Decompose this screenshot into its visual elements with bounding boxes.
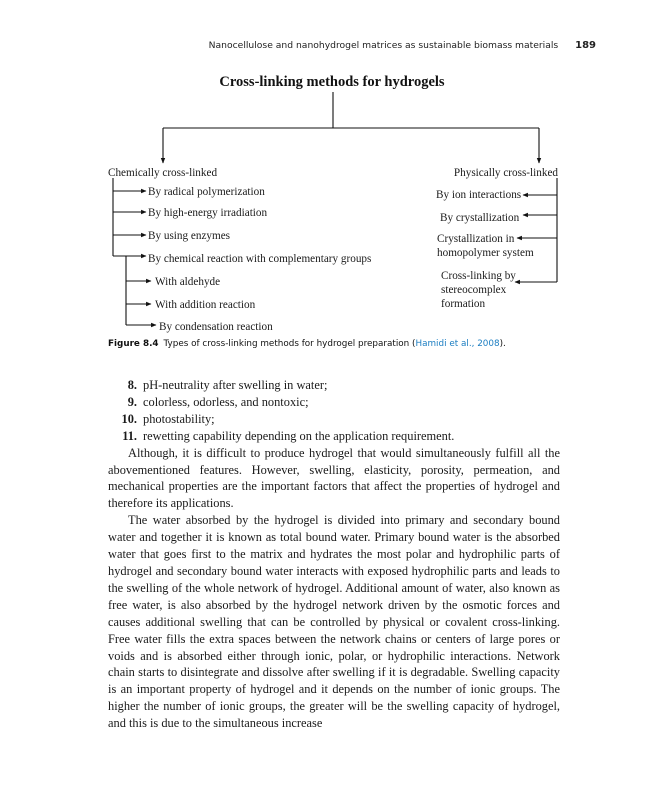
chemical-method: By radical polymerization xyxy=(148,186,265,198)
chemical-method: By high-energy irradiation xyxy=(148,207,268,219)
physical-method: By crystallization xyxy=(440,212,520,224)
paragraph: Although, it is difficult to produce hydrogel that would simultaneously fulfill all the abovementioned features. However, swelling, elasticity, porosity, permeation, and mechanical properties are the important factors that affect the properties of hydrogel and therefore its applications. xyxy=(108,445,560,511)
physical-method: Crystallization in xyxy=(437,233,515,245)
condensation-subtype: With aldehyde xyxy=(155,276,221,288)
list-item xyxy=(108,394,560,411)
physical-method: By ion interactions xyxy=(436,189,522,201)
physical-heading: Physically cross-linked xyxy=(453,167,558,179)
list-item xyxy=(108,377,560,394)
list-text: rewetting capability depending on the application requirement. xyxy=(143,428,455,443)
citation-link[interactable]: Hamidi et al., 2008 xyxy=(415,339,500,349)
chemical-method: By using enzymes xyxy=(148,230,231,242)
list-number: 8. xyxy=(127,378,137,392)
physical-method: Cross-linking by xyxy=(441,270,516,282)
physical-method: stereocomplex xyxy=(441,284,507,296)
list-number: 11. xyxy=(122,428,137,443)
crosslinking-diagram xyxy=(0,0,648,340)
condensation-subtype: By condensation reaction xyxy=(159,321,273,333)
figure-label: Figure 8.4 xyxy=(108,339,159,349)
list-text: pH-neutrality after swelling in water; xyxy=(143,378,328,392)
paragraph: The water absorbed by the hydrogel is divided into primary and secondary bound water and together it is known as total bound water. Primary bound water is the absorbed water that goes first to the matrix and hydrates the most polar and hydrophilic parts of hydrogel and secondary bound water interacts with exposed hydrophilic parts and leads to the swelling of the whole network of hydrogel. Additional amount of water, also known as free water, is also absorbed by the hydrogel network driven by the osmotic forces and causes additional swelling that can be controlled by physical or covalent cross-linking. Free water fills the extra spaces between the network chains or centers of large pores or voids and is absorbed either through ionic, polar, or hydrophilic interactions. Network chain starts to disintegrate and dissolve after swelling if it is degradable. Swelling capacity is an important property of hydrogel and it depends on the number of ionic groups. The higher the number of ionic groups, the greater will be the swelling capacity of hydrogel, and this is due to the simultaneous increase xyxy=(108,513,560,731)
figure-caption xyxy=(108,339,506,349)
physical-method: formation xyxy=(441,298,486,310)
chemical-method: By chemical reaction with complementary groups xyxy=(148,253,372,265)
list-item xyxy=(108,428,560,445)
chemical-heading: Chemically cross-linked xyxy=(108,167,218,179)
list-item xyxy=(108,411,560,428)
caption-end: ). xyxy=(499,339,506,349)
list-text: photostability; xyxy=(143,411,215,426)
list-number: 10. xyxy=(121,411,137,426)
condensation-subtype: With addition reaction xyxy=(155,299,256,311)
list-number: 9. xyxy=(127,394,137,409)
caption-text: Types of cross-linking methods for hydrogel preparation ( xyxy=(163,339,416,349)
body-text xyxy=(108,377,560,732)
running-title: Nanocellulose and nanohydrogel matrices as sustainable biomass materials xyxy=(208,40,559,51)
physical-method: homopolymer system xyxy=(437,247,534,259)
figure-title: Cross-linking methods for hydrogels xyxy=(219,74,445,90)
list-text: colorless, odorless, and nontoxic; xyxy=(143,394,309,409)
page-number: 189 xyxy=(575,40,596,51)
